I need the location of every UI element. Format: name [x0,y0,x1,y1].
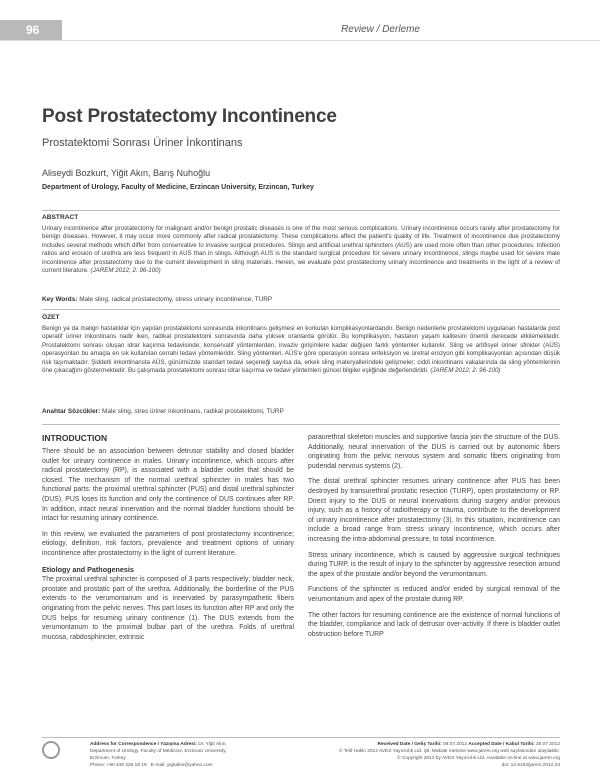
ozet-heading: ÖZET [42,314,60,321]
header-bar [0,20,600,41]
received-date: 08.07.2012 [443,742,468,747]
divider [42,309,560,310]
accepted-date: 25.07.2012 [535,742,560,747]
correspondence-info [90,741,310,769]
paragraph: Stress urinary incontinence, which is caused by aggressive surgical techniques during TURP, is the result of injury to the sphincter by aggressive resection around the apex of the prostate and/or beyond the verumontanum. [308,551,560,578]
paragraph: The distal urethral sphincter resumes urinary continence after PUS has been destroyed by transurethral prostatic resection (TURP), open prostatectomy or RP. Direct injury to the DUS or neural innervations during surgery and/or previous injury, such as a history of radiotherapy or trauma, contribute to the development of urinary incontinence after prostatectomy (3). In this situation, incontinence can include a broad range from stress urinary incontinence, which occurs after increasing the intra-abdominal pressure, to total incontinence. [308,478,560,543]
article-subtitle: Prostatektomi Sonrası Üriner İnkontinans [42,137,243,149]
ozet-keywords-text: Male sling, stres üriner inkontinans, radikal prostatektomi, TURP [102,408,284,415]
correspondence-icon [42,741,60,759]
abstract-text: Urinary incontinence after prostatectomy for malignant and/or benign prostatic diseases is one of the most serious complications. Urinary incontinence occurs rarely after prostatectomy for benign diseases. However, it may occur more commonly after radical prostatectomy. These complications affect the patient's quality of life. Treatment of incontinence due prostatectomy includes several methods which differ from conservative to invasive surgical procedures. Slings and artificial urethral sphincters (AUS) are used more often than other procedures. Infection ratios and erosion of urethra are less frequent in AUS than in slings. Although AUS is the standard surgical procedure for severe urinary incontinence, slings maybe used for severe male incontinence after prostatectomy due to the current development in sling materials. Herein, we evaluate post prostatectomy urinary incontinence and treatments in the light of a review of current literature. [42,224,560,274]
email-link[interactable]: E-mail: yigitakin@yahoo.com [150,763,213,768]
ozet-keywords-label: Anahtar Sözcükler: [42,408,101,415]
page-number: 96 [0,20,62,40]
corr-name: Dr. Yiğit Akın, [198,742,227,747]
divider [42,210,560,211]
paragraph: Functions of the sphincter is reduced and/or ended by surgical removal of the verumontanum and apex of the prostate during RP. [308,586,560,603]
footer-divider [42,737,560,738]
keywords-label: Key Words: [42,296,78,303]
publication-info [318,741,560,769]
affiliation: Department of Urology, Faculty of Medicine, Erzincan University, Erzincan, Turkey [42,184,314,191]
received-label: Received Date / Geliş Tarihi: [377,742,442,747]
abstract-citation: (JAREM 2012; 2: 96-100) [90,267,161,274]
etiology-heading: Etiology and Pathogenesis [42,564,134,574]
paragraph: The proximal urethral sphincter is composed of 3 parts respectively; bladder neck, prostate and prostatic part of the urethra. Additionally, the borderline of the PUS extends to the verumontanum and is innervated by parasympathetic fibers originating from the pelvic nerves. This part loses its function after RP and only the DUS helps for resuming urinary continence (1). The DUS extends from the verumontanum to the proximal bulbar part of the urethra. Folds of urethral mucosa, rabdosphincter, extrinsic [42,576,294,641]
abstract-section [42,214,560,276]
ozet-section [42,314,560,376]
ozet-citation: (JAREM 2012; 2: 96-100) [430,367,501,374]
corr-label: Address for Correspondence / Yazışma Adresi: [90,742,197,747]
introduction-heading: INTRODUCTION [42,433,108,443]
paragraph: The other factors for resuming continence are the existence of normal functions of the bladder, compliance and lack of detrusor over-activity. If there is bladder outlet obstruction before TURP [308,611,560,638]
right-column [308,433,560,645]
ozet-keywords [42,408,560,415]
corr-line: Department of Urology, Faculty of Medicine, Erzincan University, [90,749,227,754]
corr-line: Erzincan, Turkey [90,756,126,761]
article-title: Post Prostatectomy Incontinence [42,106,337,127]
ozet-text: Benign ya da malign hastalıklar için yapılan prostatektomi sonrasında inkontinans gelişmesi en korkulan komplikasyonlardandır. Benign nedenlerle prostatektomi uygulanan hastalarda post operatif üriner inkontinans nadir iken, radikal prostatektomi sonrasında daha yüksek oranlarda görülür. Bu komplikasyon, hastanın yaşam kalitesini önemli derecede etkilemektedir. Prostatektomi sonrası oluşan idrar kaçırma tedavisinde; konservatif yöntemlerden, invaziv girişimlere kadar değişen farklı yöntemler kullanılır. Sling ve artifisyel üriner sfinkter (AÜS) operasyonları bu amaçla en sık kullanılan cerrahi tedavi yöntemleridir. Sling yöntemleri, AÜS'e göre operasyon sonrası enfeksiyon ve üretral erozyon gibi komplikasyonları açısından düşük risk taşımaktadır. Şiddetli inkontinansta AÜS, günümüzde standart tedavi seçeneği sayılsa da, erkek sling materyallerindeki gelişmeler; ciddi inkontinans vakalarında da sling yöntemlerinin öne çıkacağını göstermektedir. Bu çalışmada prostatektomi sonrası idrar kaçırma ve tedavi yöntemleri güncel bilgiler eşliğinde değerlendirildi. [42,324,560,374]
keywords-text: Male sling, radical prostatectomy, stress urinary incontinence, TURP [79,296,273,303]
doi: doi: 10.5152/jarem.2012.23 [501,763,560,768]
copyright-line: © Copyright 2012 by AVES Yayıncılık Ltd. Available on-line at www.jarem.org [397,756,560,761]
abstract-heading: ABSTRACT [42,214,79,221]
paragraph: There should be an association between detrusor stability and closed bladder outlet for urinary continence in males. Urinary incontinence, which occurs after radical prostatectomy (RP), is associated with a bladder outlet that should be closed. The mechanism of the normal urethral sphincter in males has two functional parts: the proximal urethral sphincter (PUS) and distal urethral sphincter (DUS). PUS loses its function and only the continence of DUS continues after RP. In addition, intact neural innervation and the normal bladder functions should be intact for resuming urinary continence. [42,448,294,523]
paragraph: In this review, we evaluated the parameters of post prostatectomy incontinence; etiology, definition, risk factors, prevalence and treatment options of urinary incontinence after prostatectomy in the light of current literature. [42,530,294,557]
left-column [42,447,294,648]
copyright-line: © Telif Hakkı 2012 AVES Yayıncılık Ltd. Şti. Makale metnine www.jarem.org web sayfasından ulaşılabilir. [338,749,560,754]
paragraph: paraurethral skeleton muscles and supportive fascia join the structure of the DUS. Additionally, neural innervation of the DUS is carried out by autonomic fibers originating from the pelvic nervous system and somatic fibers originating from pudendal nervous systems (2). [308,434,560,470]
keywords [42,296,560,303]
section-label: Review / Derleme [341,24,420,35]
author-list: Aliseydi Bozkurt, Yiğit Akın, Barış Nuhoğlu [42,168,211,178]
phone: Phone: +90 446 226 18 18 [90,763,147,768]
divider [42,424,560,425]
accepted-label: Accepted Date / Kabul Tarihi: [468,742,535,747]
